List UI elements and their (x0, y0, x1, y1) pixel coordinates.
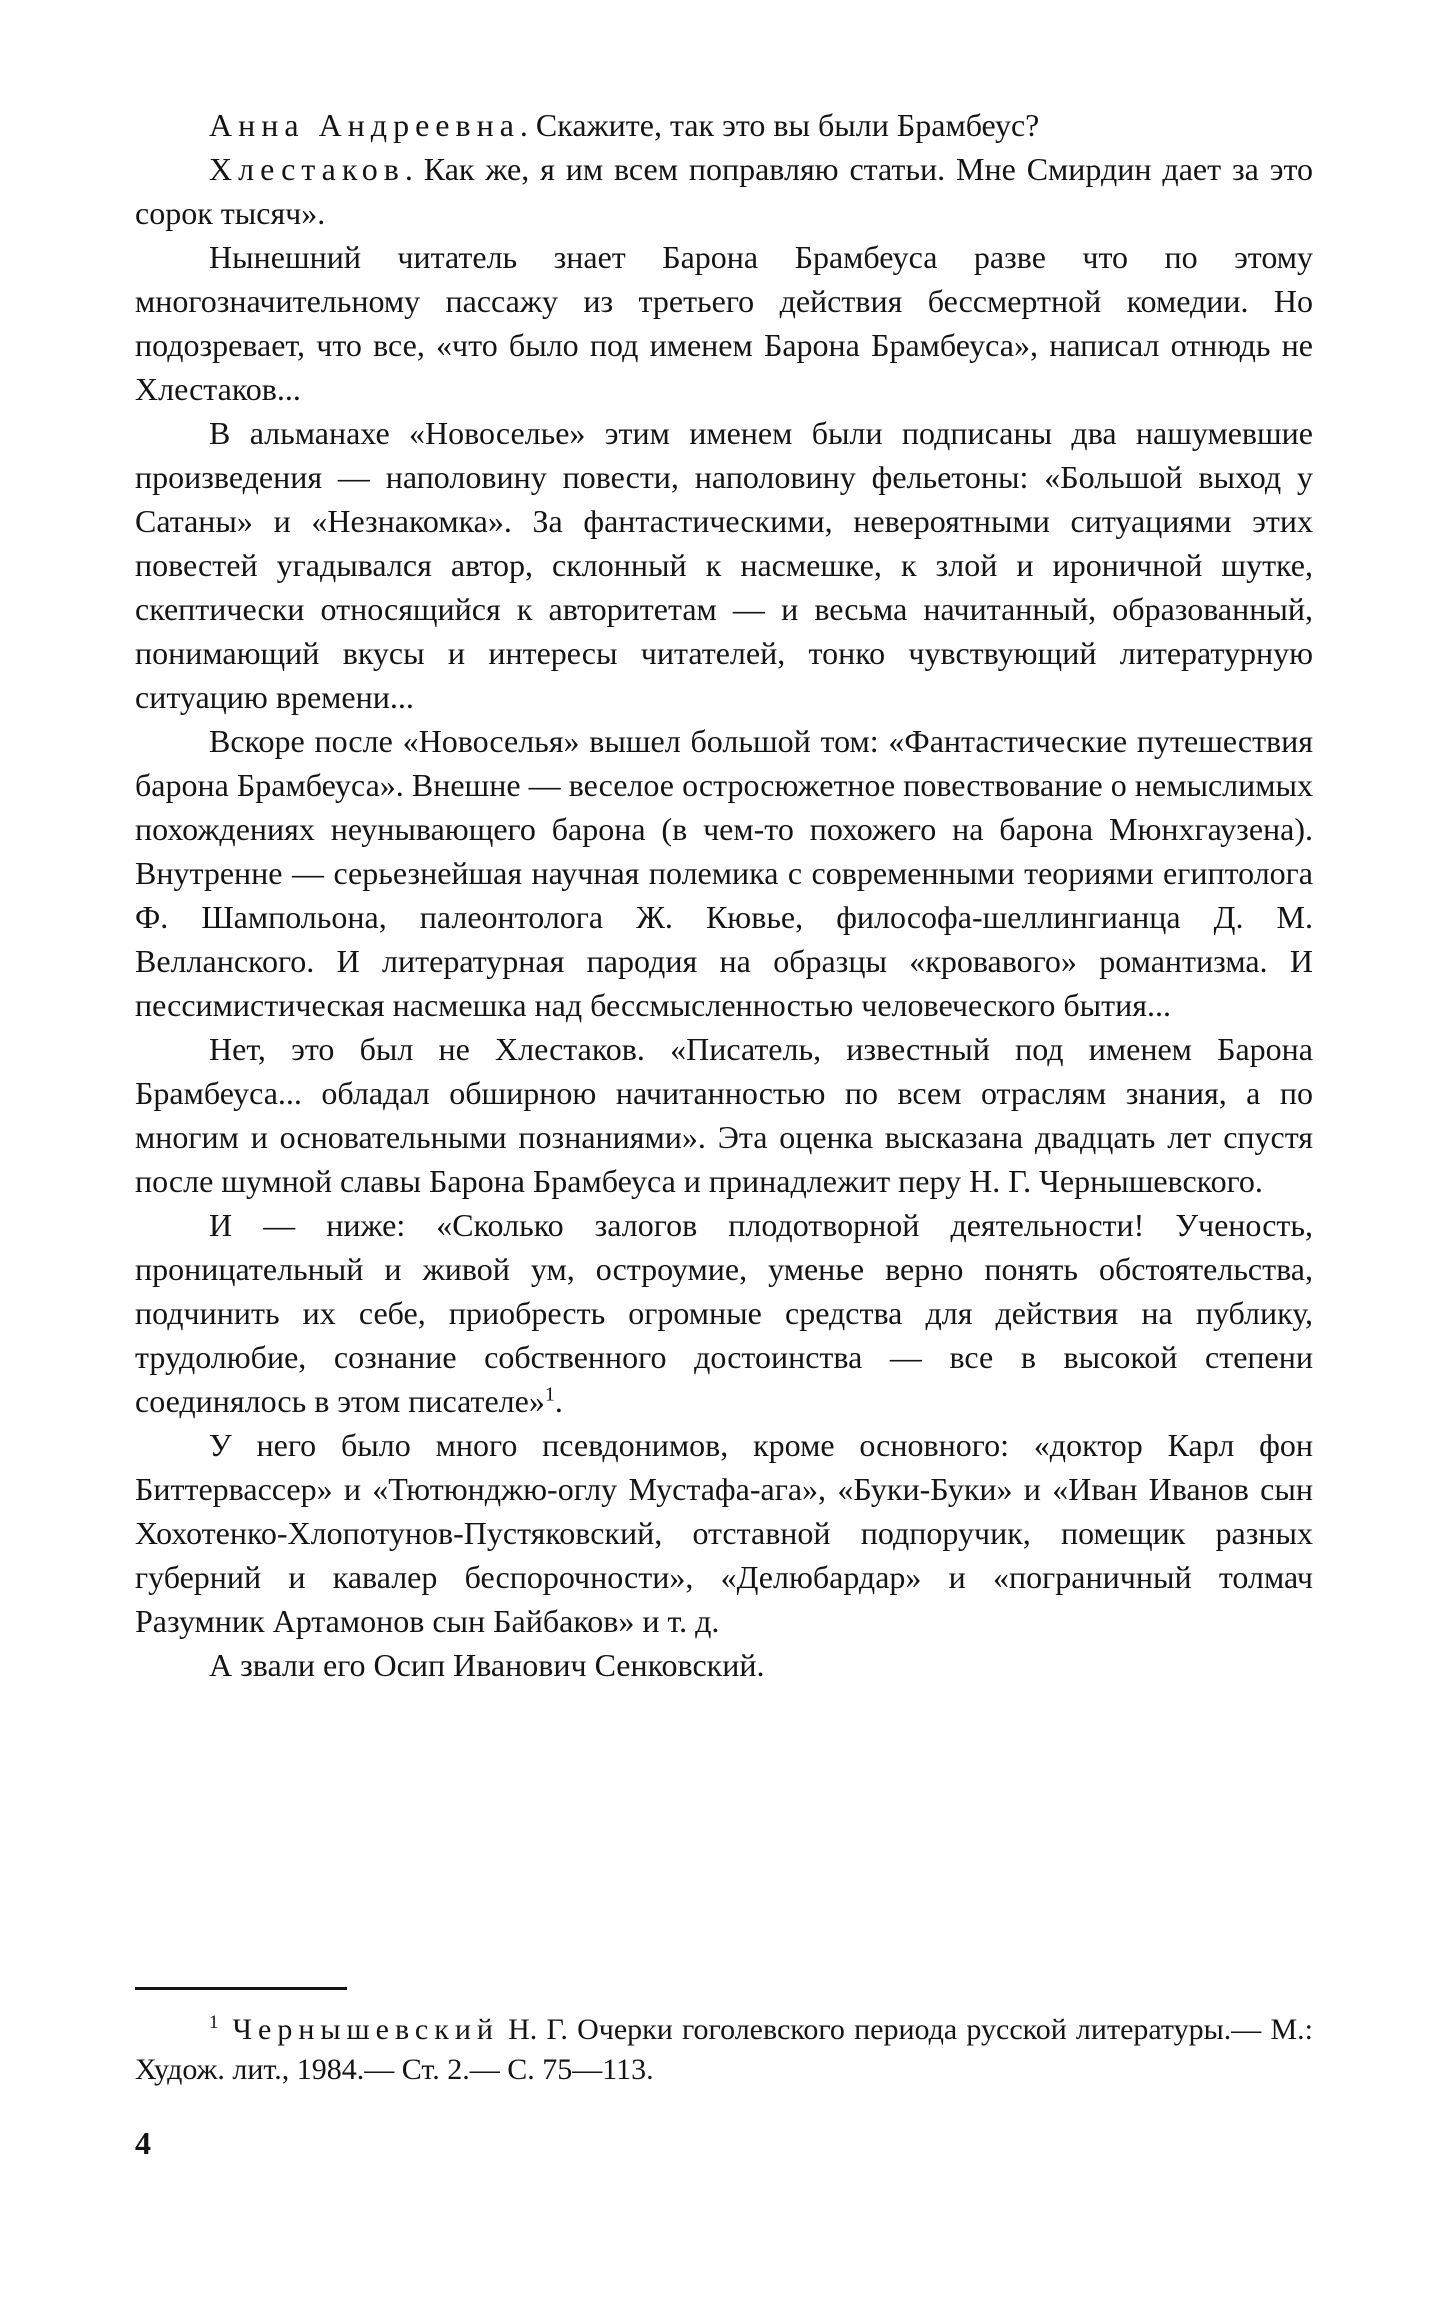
paragraph: А звали его Осип Иванович Сенковский. (209, 1647, 765, 1683)
footnote-text: Н. Г. Очерки гоголевского периода русской литературы.— М.: Худож. лит., 1984.— Ст. 2.— С. 75—113. (135, 2013, 1313, 2086)
paragraph (135, 1203, 1313, 1423)
dialogue-line-khlestakov (135, 147, 1313, 235)
paragraph: Нет, это был не Хлестаков. «Писатель, известный под именем Барона Брамбеуса... обладал обширною начитанностью по всем отраслям знания, а по многим и основательными познаниями». Эта оценка высказана двадцать лет спустя после шумной славы Барона Брамбеуса и принадлежит перу Н. Г. Чернышевского. (135, 1031, 1313, 1199)
dialogue-line-anna (135, 103, 1313, 147)
footnote-divider (135, 1987, 347, 1990)
paragraph-tail: . (554, 1383, 563, 1419)
page-body (135, 103, 1313, 1687)
paragraph: В альманахе «Новоселье» этим именем были подписаны два нашумевшие произведения — наполовину повести, наполовину фельетоны: «Большой выход у Сатаны» и «Незнакомка». За фантастическими, невероятными ситуациями этих повестей угадывался автор, склонный к насмешке, к злой и ироничной шутке, скептически относящийся к авторитетам — и весьма начитанный, образованный, понимающий вкусы и интересы читателей, тонко чувствующий литературную ситуацию времени... (135, 415, 1313, 715)
footnote (135, 2010, 1313, 2090)
footnote-author: Чернышевский (232, 2013, 499, 2046)
paragraph-text: И — ниже: «Сколько залогов плодотворной деятельности! Ученость, проницательный и живой ум, остроумие, уменье верно понять обстоятельства, подчинить их себе, приобресть огромные средства для действия на публику, трудолюбие, сознание собственного достоинства — все в высокой степени соединялось в этом писателе» (135, 1207, 1313, 1419)
paragraph: Нынешний читатель знает Барона Брамбеуса разве что по этому многозначительному пассажу из третьего действия бессмертной комедии. Но подозревает, что все, «что было под именем Барона Брамбеуса», написал отнюдь не Хлестаков... (135, 239, 1313, 407)
paragraph: Вскоре после «Новоселья» вышел большой том: «Фантастические путешествия барона Брамбеуса». Внешне — веселое остросюжетное повествование о немыслимых похождениях неунывающего барона (в чем-то похожего на барона Мюнхгаузена). Внутренне — серьезнейшая научная полемика с современными теориями египтолога Ф. Шампольона, палеонтолога Ж. Кювье, философа-шеллингианца Д. М. Велланского. И литературная пародия на образцы «кровавого» романтизма. И пессимистическая насмешка над бессмысленностью человеческого бытия... (135, 723, 1313, 1023)
dialogue-text: . Как же, я им всем поправляю статьи. Мне Смирдин дает за это сорок тысяч». (135, 151, 1313, 231)
footnote-number: 1 (209, 2012, 219, 2033)
page-number: 4 (135, 2125, 151, 2161)
speaker-name: Анна Андреевна (209, 107, 520, 143)
paragraph: У него было много псевдонимов, кроме основного: «доктор Карл фон Биттервассер» и «Тютюнджю-оглу Мустафа-ага», «Буки-Буки» и «Иван Иванов сын Хохотенко-Хлопотунов-Пустяковский, отставной подпоручик, помещик разных губерний и кавалер беспорочности», «Делюбардар» и «пограничный толмач Разумник Артамонов сын Байбаков» и т. д. (135, 1427, 1313, 1639)
speaker-name: Хлестаков (209, 151, 405, 187)
footnote-reference[interactable]: 1 (544, 1383, 555, 1406)
dialogue-text: . Скажите, так это вы были Брамбеус? (519, 107, 1040, 143)
